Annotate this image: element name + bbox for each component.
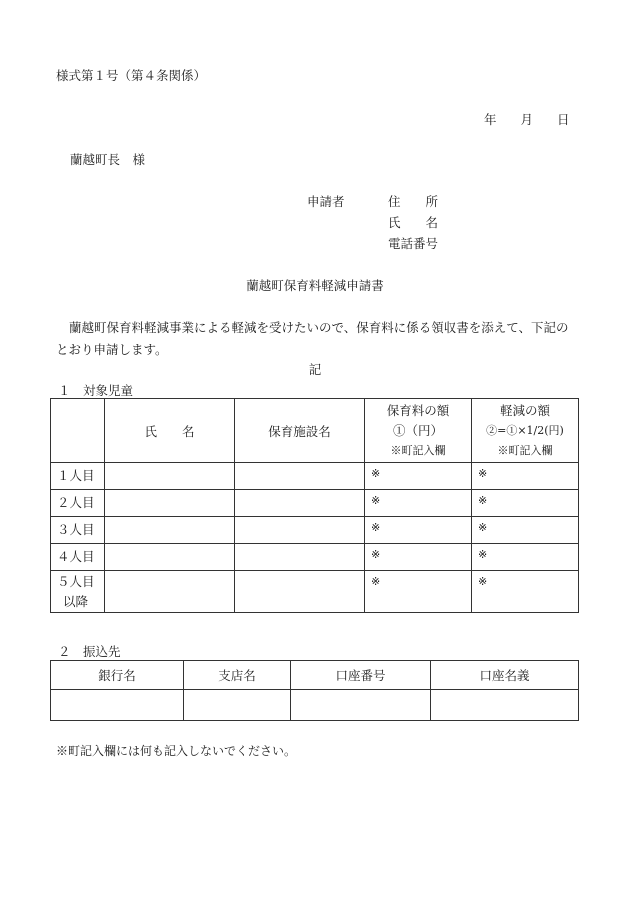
fee-cell: ※: [365, 490, 472, 517]
header-bank-name: 銀行名: [51, 661, 184, 690]
header-fee-line3: ※町記入欄: [390, 443, 446, 457]
reduction-cell: ※: [472, 517, 579, 544]
table-row: [51, 544, 579, 571]
footnote: ※町記入欄には何も記入しないでください。: [56, 744, 297, 758]
account-holder-cell[interactable]: [431, 690, 579, 721]
section2-heading: ２ 振込先: [58, 644, 121, 659]
child-name-cell[interactable]: [105, 490, 235, 517]
bank-table: [50, 660, 579, 721]
date-month: 月: [520, 112, 534, 127]
row-label: [51, 571, 105, 613]
child-name-cell[interactable]: [105, 571, 235, 613]
facility-name-cell[interactable]: [235, 571, 365, 613]
header-reduction-line2: ②=①×1/2(円): [486, 423, 564, 437]
header-reduction: [472, 399, 579, 463]
facility-name-cell[interactable]: [235, 490, 365, 517]
header-reduction-line1: 軽減の額: [499, 402, 550, 418]
reduction-cell: ※: [472, 490, 579, 517]
child-name-cell[interactable]: [105, 463, 235, 490]
table-row: [51, 571, 579, 613]
account-number-cell[interactable]: [291, 690, 431, 721]
table-row: [51, 517, 579, 544]
bank-name-cell[interactable]: [51, 690, 184, 721]
form-number: 様式第１号（第４条関係）: [56, 68, 207, 83]
header-empty-cell: [51, 399, 105, 463]
fee-cell: ※: [365, 544, 472, 571]
row-label: ２人目: [51, 490, 105, 517]
children-table-header: [51, 399, 579, 463]
ki-mark: 記: [308, 362, 322, 377]
fee-cell: ※: [365, 571, 472, 613]
header-account-holder: 口座名義: [431, 661, 579, 690]
header-fee-line1: 保育料の額: [386, 402, 450, 418]
header-facility: 保育施設名: [235, 399, 365, 463]
body-text: 蘭越町保育料軽減事業による軽減を受けたいので、保育料に係る領収書を添えて、下記のとおり申請します。: [56, 320, 569, 357]
date-day: 日: [557, 112, 570, 127]
header-account-number: 口座番号: [291, 661, 431, 690]
bank-table-header: [51, 661, 579, 690]
applicant-address-label: 住 所: [388, 194, 439, 209]
header-fee-line2: ①（円）: [392, 422, 443, 438]
branch-name-cell[interactable]: [184, 690, 291, 721]
child-name-cell[interactable]: [105, 517, 235, 544]
header-name: 氏 名: [105, 399, 235, 463]
table-row: [51, 463, 579, 490]
addressee: 蘭越町長 様: [70, 152, 146, 167]
section1-heading: １ 対象児童: [58, 383, 134, 398]
reduction-cell: ※: [472, 463, 579, 490]
reduction-cell: ※: [472, 544, 579, 571]
row-label: ４人目: [51, 544, 105, 571]
facility-name-cell[interactable]: [235, 517, 365, 544]
applicant-label: 申請者: [307, 194, 345, 209]
row-label-line1: ５人目: [57, 573, 95, 589]
table-row: [51, 690, 579, 721]
table-row: [51, 490, 579, 517]
applicant-name-label: 氏 名: [388, 215, 439, 230]
date-year: 年: [484, 112, 497, 127]
row-label: ３人目: [51, 517, 105, 544]
child-name-cell[interactable]: [105, 544, 235, 571]
facility-name-cell[interactable]: [235, 544, 365, 571]
applicant-phone-label: 電話番号: [388, 236, 439, 251]
reduction-cell: ※: [472, 571, 579, 613]
row-label-line2: 以降: [63, 593, 89, 609]
document-title: 蘭越町保育料軽減申請書: [246, 278, 384, 293]
header-branch-name: 支店名: [184, 661, 291, 690]
row-label: １人目: [51, 463, 105, 490]
header-fee: [365, 399, 472, 463]
fee-cell: ※: [365, 517, 472, 544]
header-reduction-line3: ※町記入欄: [497, 443, 553, 457]
children-table: [50, 398, 579, 613]
fee-cell: ※: [365, 463, 472, 490]
date-line: [484, 110, 570, 128]
facility-name-cell[interactable]: [235, 463, 365, 490]
